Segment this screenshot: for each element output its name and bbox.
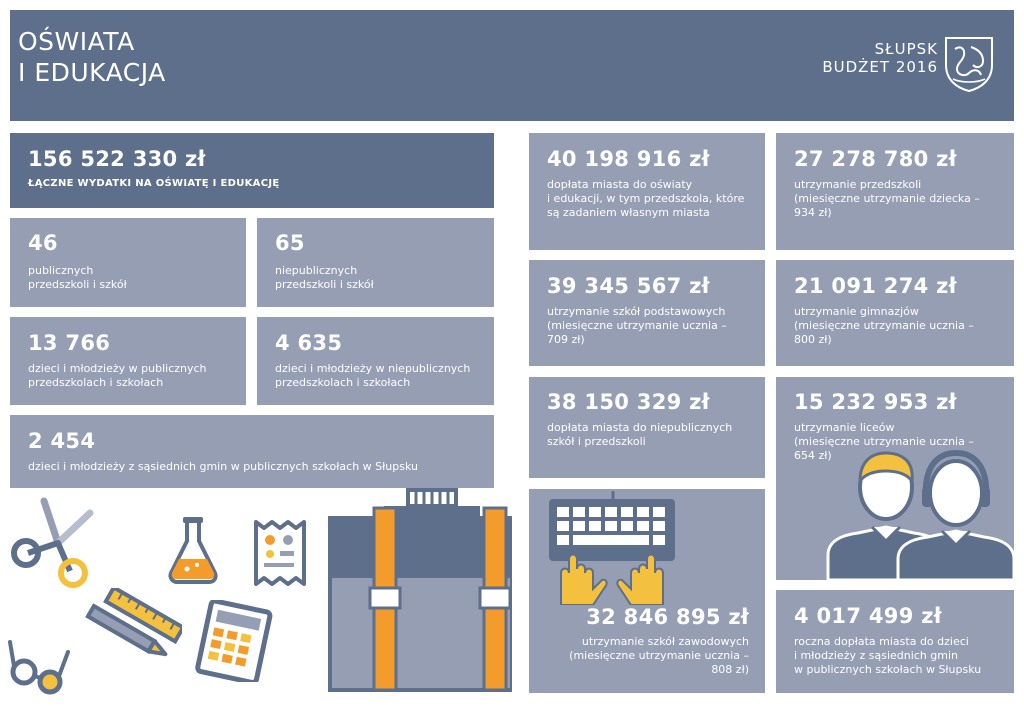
spend-label: dopłata miasta do niepublicznych szkół i przedszkoli — [547, 421, 733, 448]
spend-tile-primary-schools — [529, 260, 765, 366]
stat-tile-nonpublic-students — [257, 317, 494, 405]
stat-value: 46 — [28, 231, 58, 255]
spend-value: 21 091 274 zł — [794, 274, 957, 298]
spend-value: 27 278 780 zł — [794, 147, 957, 171]
page-title-line1: OŚWIATA — [18, 27, 135, 56]
stat-value: 13 766 — [28, 331, 111, 355]
spend-label: utrzymanie szkół podstawowych (miesięczne utrzymanie ucznia – 709 zł) — [547, 305, 727, 346]
spend-label: dopłata miasta do oświaty i edukacji, w tym przedszkola, które są zadaniem własnym miasta — [547, 178, 745, 219]
spend-value: 40 198 916 zł — [547, 147, 710, 171]
spend-label: utrzymanie przedszkoli (miesięczne utrzymanie dziecka – 934 zł) — [794, 178, 980, 219]
stat-value: 4 635 — [275, 331, 343, 355]
spend-tile-preschools — [776, 133, 1014, 250]
briefcase-icon — [328, 488, 512, 693]
total-label: ŁĄCZNE WYDATKI NA OŚWIATĘ I EDUKACJĘ — [28, 178, 280, 189]
flask-icon — [165, 515, 225, 587]
stat-label: dzieci i młodzieży z sąsiednich gmin w publicznych szkołach w Słupsku — [28, 460, 418, 473]
scissors-icon — [8, 495, 103, 590]
stat-label: dzieci i młodzieży w niepublicznych przedszkolach i szkołach — [275, 362, 471, 389]
students-icon — [826, 447, 1014, 580]
spend-label: utrzymanie gimnazjów (miesięczne utrzymanie ucznia – 800 zł) — [794, 305, 974, 346]
page-title — [18, 26, 166, 88]
calculator-icon — [190, 600, 280, 682]
crest-icon — [943, 35, 995, 93]
spend-value: 32 846 895 zł — [586, 605, 749, 629]
stat-value: 65 — [275, 231, 305, 255]
spend-value: 38 150 329 zł — [547, 390, 710, 414]
spend-tile-vocational-schools — [529, 489, 765, 693]
spend-value: 4 017 499 zł — [794, 604, 942, 628]
spend-tile-middle-schools — [776, 260, 1014, 366]
pencil-ruler-icon — [82, 588, 182, 668]
stat-label: dzieci i młodzieży w publicznych przedszkolach i szkołach — [28, 362, 207, 389]
spend-value: 15 232 953 zł — [794, 390, 957, 414]
stat-label: publicznych przedszkoli i szkół — [28, 264, 127, 291]
total-value: 156 522 330 zł — [28, 147, 206, 171]
stat-label: niepublicznych przedszkoli i szkół — [275, 264, 374, 291]
page-title-line2: I EDUKACJA — [18, 58, 166, 87]
spend-value: 39 345 567 zł — [547, 274, 710, 298]
spend-tile-neighbour-subsidy — [776, 590, 1014, 693]
keyboard-hands-icon — [547, 489, 677, 605]
brand-line2: BUDŻET 2016 — [822, 58, 938, 76]
stat-tile-public-students — [10, 317, 246, 405]
spend-tile-nonpublic-subsidy — [529, 377, 765, 478]
total-tile — [10, 133, 494, 208]
receipt-icon — [250, 518, 312, 592]
spend-label: roczna dopłata miasta do dzieci i młodzieży z sąsiednich gmin w publicznych szkołach w Słupsku — [794, 635, 982, 676]
stat-value: 2 454 — [28, 429, 96, 453]
spend-label: utrzymanie szkół zawodowych (miesięczne utrzymanie ucznia – 808 zł) — [569, 635, 749, 676]
glasses-icon — [8, 632, 73, 696]
spend-label: utrzymanie liceów (miesięczne utrzymanie ucznia – 654 zł) — [794, 421, 974, 462]
stat-tile-neighbour-students — [10, 415, 494, 488]
brand-line1: SŁUPSK — [874, 40, 938, 58]
stat-tile-public-schools — [10, 218, 246, 307]
spend-tile-city-subsidy — [529, 133, 765, 250]
spend-tile-high-schools — [776, 377, 1014, 580]
stat-tile-nonpublic-schools — [257, 218, 494, 307]
brand-text — [822, 40, 938, 76]
